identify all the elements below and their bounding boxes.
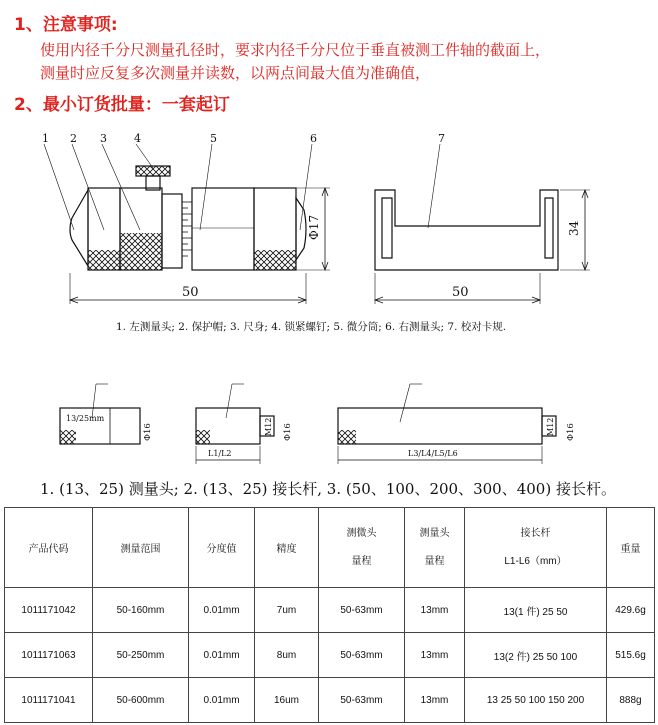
header-measuring-head-line2: 量程 — [424, 555, 445, 567]
header-measuring-head-line1: 测量头 — [419, 527, 450, 539]
gauge-length-dimension: 50 — [452, 285, 469, 300]
rod-1-label: 13/25mm — [66, 414, 105, 423]
cell-range: 50-250mm — [93, 633, 189, 678]
rod-3-diameter: Φ16 — [566, 423, 576, 441]
header-micro-head — [319, 508, 405, 588]
rod-2-label: L1/L2 — [208, 449, 232, 458]
callout-4: 4 — [134, 132, 141, 145]
rod-2-diameter: Φ16 — [283, 423, 293, 441]
header-division: 分度值 — [189, 508, 255, 588]
micrometer-drawing — [44, 144, 330, 304]
callout-6: 6 — [310, 132, 317, 145]
header-code: 产品代码 — [5, 508, 93, 588]
header-measuring-head — [405, 508, 465, 588]
header-accuracy: 精度 — [255, 508, 319, 588]
header-range: 测量范围 — [93, 508, 189, 588]
header-micro-head-line2: 量程 — [351, 555, 372, 567]
table-row — [5, 678, 655, 723]
callout-2: 2 — [70, 132, 77, 145]
calibration-gauge-drawing — [375, 144, 590, 304]
callout-3: 3 — [100, 132, 107, 145]
cell-accuracy: 16um — [255, 678, 319, 723]
cell-range: 50-600mm — [93, 678, 189, 723]
rod-2-thread: M12 — [264, 417, 273, 436]
notes-heading: 1、注意事项: — [14, 15, 118, 35]
cell-code: 1011171063 — [5, 633, 93, 678]
rods-caption: 1. (13、25) 测量头; 2. (13、25) 接长杆, 3. (50、100、200、300、400) 接长杆。 — [40, 480, 616, 498]
table-header-row — [5, 508, 655, 588]
cell-code: 1011171041 — [5, 678, 93, 723]
spec-table — [4, 507, 655, 723]
header-weight: 重量 — [607, 508, 655, 588]
table-row — [5, 588, 655, 633]
notes-line-2: 测量时应反复多次测量并读数，以两点间最大值为准确值， — [40, 64, 431, 82]
cell-measuring-head: 13mm — [405, 588, 465, 633]
header-micro-head-line1: 测微头 — [346, 527, 377, 539]
rod-3-label: L3/L4/L5/L6 — [408, 449, 458, 458]
notes-section — [0, 0, 658, 118]
header-extension-rod-line1: 接长杆 — [520, 527, 551, 539]
cell-division: 0.01mm — [189, 678, 255, 723]
cell-weight: 888g — [607, 678, 655, 723]
header-extension-rod — [465, 508, 607, 588]
cell-division: 0.01mm — [189, 633, 255, 678]
callout-5: 5 — [210, 132, 217, 145]
table-row — [5, 633, 655, 678]
cell-accuracy: 7um — [255, 588, 319, 633]
cell-extension-rod: 13 25 50 100 150 200 — [465, 678, 607, 723]
cell-code: 1011171042 — [5, 588, 93, 633]
micrometer-diagram — [0, 118, 658, 503]
callout-7: 7 — [438, 132, 445, 145]
cell-weight: 515.6g — [607, 633, 655, 678]
cell-micro-head: 50-63mm — [319, 588, 405, 633]
rod-1-diameter: Φ16 — [143, 423, 153, 441]
gauge-height-dimension: 34 — [567, 220, 581, 236]
cell-range: 50-160mm — [93, 588, 189, 633]
cell-weight: 429.6g — [607, 588, 655, 633]
order-heading: 2、最小订货批量：一套起订 — [14, 95, 230, 115]
cell-accuracy: 8um — [255, 633, 319, 678]
header-extension-rod-line2: L1-L6（mm） — [504, 555, 567, 567]
cell-division: 0.01mm — [189, 588, 255, 633]
cell-extension-rod: 13(2 件) 25 50 100 — [465, 633, 607, 678]
callout-1: 1 — [42, 132, 49, 145]
length-dimension: 50 — [182, 285, 199, 300]
cell-extension-rod: 13(1 件) 25 50 — [465, 588, 607, 633]
rod-3-thread: M12 — [546, 417, 555, 436]
cell-measuring-head: 13mm — [405, 678, 465, 723]
parts-caption: 1. 左测量头; 2. 保护帽; 3. 尺身; 4. 锁紧螺钉; 5. 微分筒; 6. 右测量头; 7. 校对卡规. — [116, 321, 507, 333]
cell-micro-head: 50-63mm — [319, 678, 405, 723]
cell-micro-head: 50-63mm — [319, 633, 405, 678]
notes-line-1: 使用内径千分尺测量孔径时，要求内径千分尺位于垂直被测工件轴的截面上， — [40, 41, 551, 59]
diameter-dimension: Φ17 — [307, 214, 321, 240]
cell-measuring-head: 13mm — [405, 633, 465, 678]
